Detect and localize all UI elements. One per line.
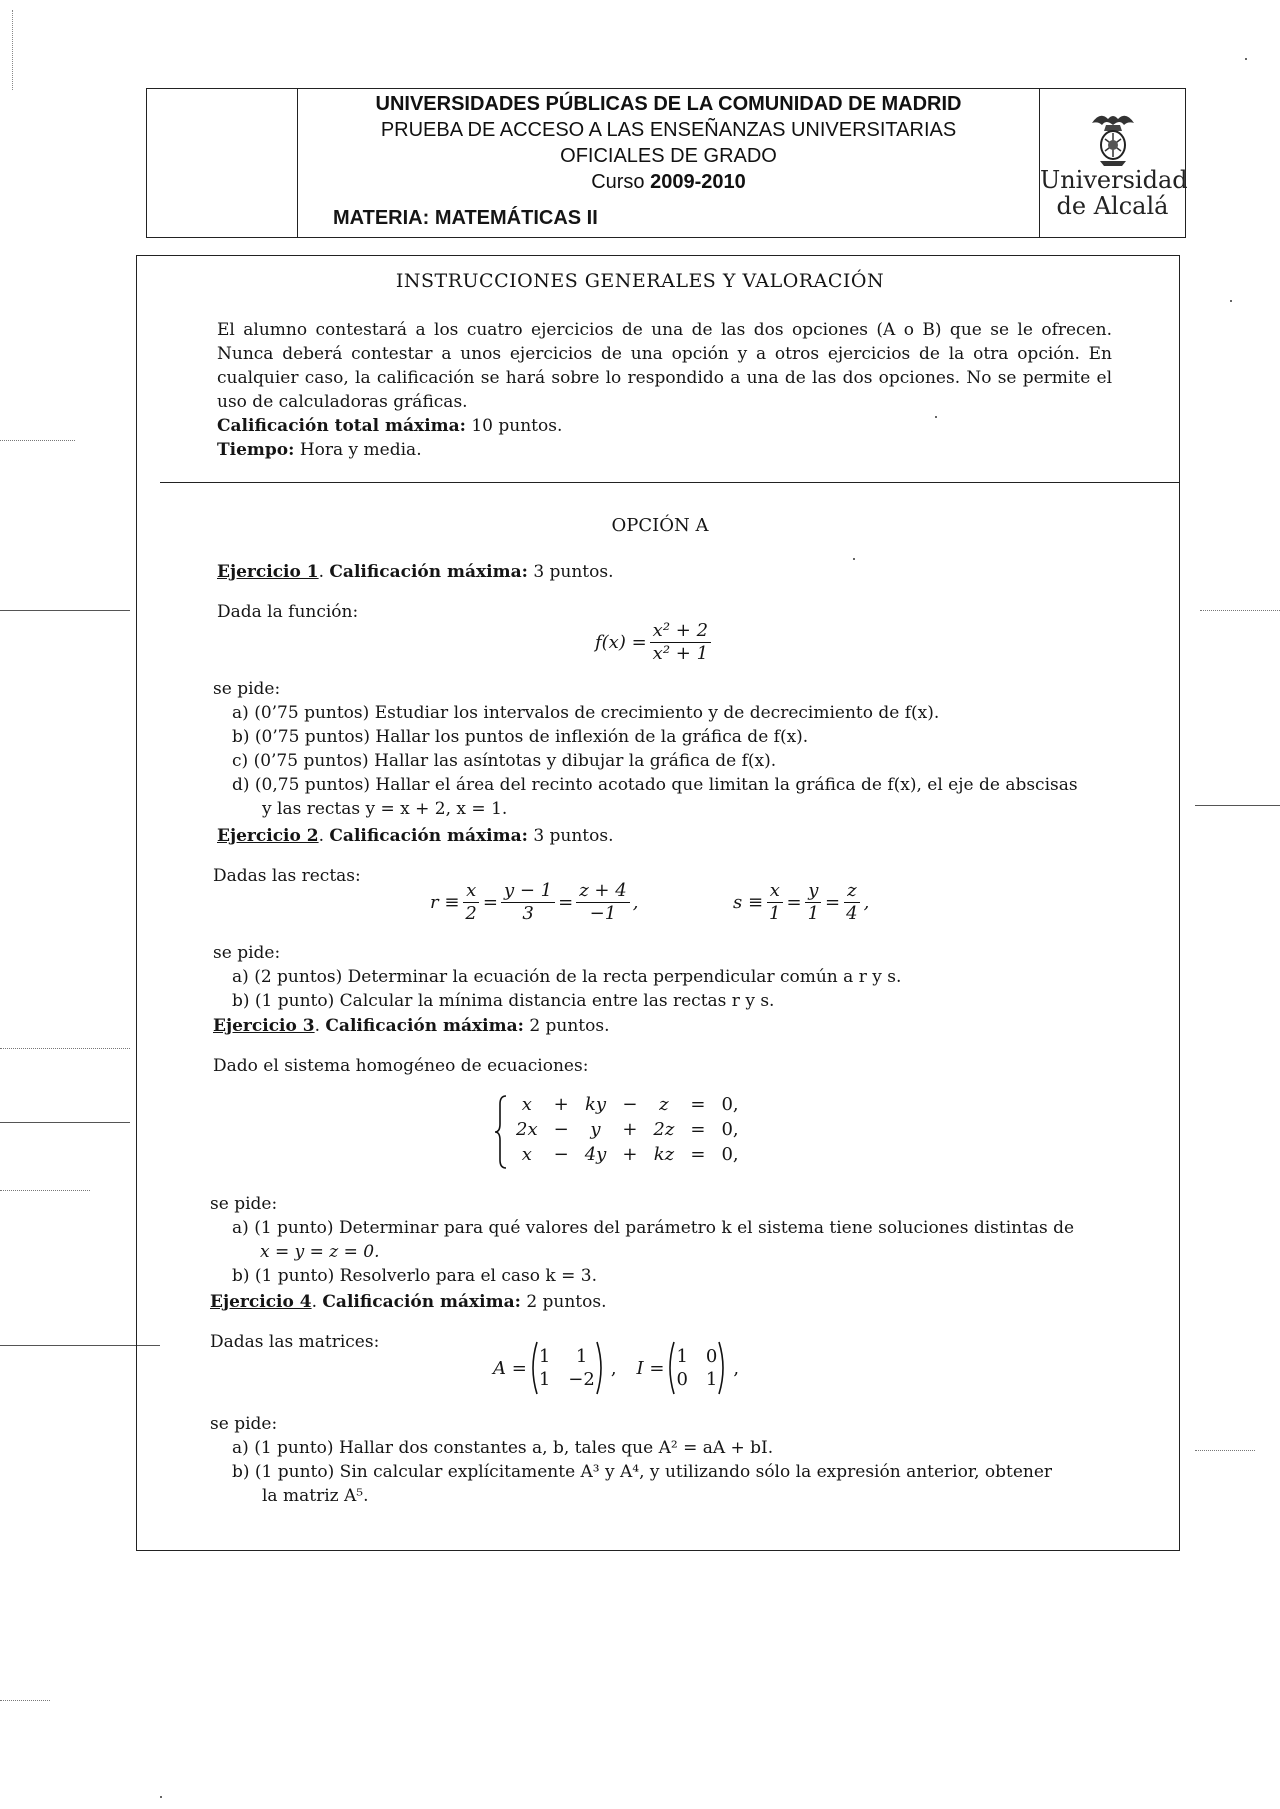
sys-cell: ky — [584, 1094, 607, 1115]
header-center-cell — [297, 89, 1040, 237]
s-frac-1 — [766, 880, 783, 925]
curso-label: Curso — [591, 171, 645, 193]
scan-artifact — [0, 1190, 90, 1191]
item-text: Resolverlo para el caso k = 3. — [339, 1266, 597, 1286]
frac-num: y − 1 — [501, 880, 555, 903]
scan-speck — [1245, 58, 1247, 60]
scan-speck — [160, 1796, 162, 1798]
tiempo-label: Tiempo: — [217, 440, 295, 460]
exercise-2-name: Ejercicio 2 — [217, 826, 319, 846]
instructions-paragraph: El alumno contestará a los cuatro ejercicios de una de las dos opciones (A o B) que se le ofrecen. Nunca deberá contestar a unos ejercicios de una opción y a otros ejercicios de la otra opción. En cualquier caso, la calificación se hará sobre lo respondido a una de las dos opciones. No se permite el uso de calculadoras gráficas. — [217, 320, 1112, 412]
left-paren-icon — [527, 1340, 539, 1396]
scan-artifact — [0, 1122, 130, 1123]
sys-cell: 4y — [584, 1144, 607, 1165]
option-title — [0, 515, 1280, 536]
item-text: Hallar el área del recinto acotado que limitan la gráfica de f(x), el eje de abscisas — [375, 775, 1078, 795]
sys-cell: = — [690, 1119, 706, 1140]
header-left-cell — [147, 89, 298, 237]
exercise-4-name: Ejercicio 4 — [210, 1292, 312, 1312]
formula-numerator: x² + 2 — [650, 620, 711, 643]
exercise-2-se-pide: se pide: — [213, 943, 281, 963]
exercise-4-item-b-cont: la matriz A⁵. — [262, 1486, 369, 1506]
item-label: b) — [232, 1462, 250, 1482]
item-label: a) — [232, 703, 249, 723]
item-text: Calcular la mínima distancia entre las rectas r y s. — [339, 991, 775, 1011]
exercise-1-calif-value: 3 puntos. — [533, 562, 614, 582]
instructions-divider — [160, 482, 1180, 483]
matrix-entry: −2 — [568, 1369, 595, 1390]
exercise-4-intro: Dadas las matrices: — [210, 1332, 380, 1352]
sys-cell: − — [622, 1094, 638, 1115]
equation-system — [508, 1092, 747, 1167]
exercise-4-heading: Ejercicio 4. Calificación máxima: 2 puntos. — [210, 1292, 607, 1312]
frac-num: z — [844, 880, 859, 903]
header-line-1: UNIVERSIDADES PÚBLICAS DE LA COMUNIDAD DE MADRID — [375, 93, 962, 115]
item-label: b) — [232, 1266, 250, 1286]
sys-cell: − — [553, 1144, 569, 1165]
exercise-1-item-d — [232, 773, 1112, 797]
scan-artifact — [0, 1700, 50, 1701]
system-brace — [494, 1094, 508, 1170]
exercise-1-calif-label: Calificación máxima: — [329, 562, 528, 582]
item-points: (1 punto) — [254, 991, 335, 1011]
header-box — [146, 88, 1186, 238]
item-label: a) — [232, 967, 249, 987]
s-label: s ≡ — [733, 892, 764, 913]
scan-artifact — [0, 1048, 130, 1049]
system-row — [508, 1142, 747, 1167]
system-row — [508, 1117, 747, 1142]
instructions-title: INSTRUCCIONES GENERALES Y VALORACIÓN — [395, 270, 885, 292]
frac-den: 3 — [522, 903, 534, 924]
scan-artifact — [1195, 805, 1280, 806]
exercise-1-item-d-cont: y las rectas y = x + 2, x = 1. — [262, 799, 508, 819]
exercise-2-calif-value: 3 puntos. — [533, 826, 614, 846]
matrix-entry: 0 — [676, 1369, 688, 1390]
sys-cell: + — [553, 1094, 569, 1115]
frac-den: 4 — [846, 903, 858, 924]
item-points: (1 punto) — [254, 1218, 334, 1238]
matrix-A-label: A = — [493, 1357, 527, 1379]
exercise-3-se-pide: se pide: — [210, 1194, 278, 1214]
sys-cell: 2x — [516, 1119, 538, 1140]
tiempo-value: Hora y media. — [299, 440, 422, 460]
exercise-4-item-b — [232, 1460, 1112, 1484]
calificacion-total — [217, 414, 1112, 438]
university-crest-icon — [1078, 109, 1148, 167]
exercise-3-intro: Dado el sistema homogéneo de ecuaciones: — [213, 1056, 589, 1076]
sys-cell: = — [690, 1094, 706, 1115]
r-frac-1 — [462, 880, 479, 925]
logo-text-line-1: Universidad — [1040, 166, 1188, 194]
item-text: Estudiar los intervalos de crecimiento y de decrecimiento de f(x). — [374, 703, 940, 723]
tiempo — [217, 438, 1112, 462]
exercise-4-calif-value: 2 puntos. — [526, 1292, 607, 1312]
item-points: (1 punto) — [254, 1266, 335, 1286]
materia-title: MATERIA: MATEMÁTICAS II — [333, 207, 598, 229]
sys-cell: 0, — [721, 1094, 739, 1115]
exercise-1-item-a — [232, 701, 939, 725]
item-points: (0’75 puntos) — [254, 703, 370, 723]
frac-den: −1 — [589, 903, 617, 924]
item-points: (0,75 puntos) — [254, 775, 371, 795]
exercise-2-item-a — [232, 965, 901, 989]
matrix-A-entries — [539, 1346, 595, 1390]
exercise-3-item-a-cont: x = y = z = 0. — [260, 1242, 380, 1262]
item-text: Hallar dos constantes a, b, tales que A² = aA + bI. — [338, 1438, 774, 1458]
exercise-3-heading: Ejercicio 3. Calificación máxima: 2 puntos. — [213, 1016, 610, 1036]
instructions-body — [217, 318, 1112, 462]
exercise-3-name: Ejercicio 3 — [213, 1016, 315, 1036]
scan-artifact — [12, 10, 13, 90]
item-label: b) — [232, 727, 250, 747]
sys-cell: + — [622, 1119, 638, 1140]
exercise-1-item-c — [232, 749, 776, 773]
item-points: (2 puntos) — [254, 967, 343, 987]
exercise-4-calif-label: Calificación máxima: — [322, 1292, 521, 1312]
exercise-4-se-pide: se pide: — [210, 1414, 278, 1434]
r-frac-2 — [501, 880, 555, 925]
logo-text-line-2: de Alcalá — [1056, 192, 1169, 220]
exercise-2-calif-label: Calificación máxima: — [329, 826, 528, 846]
system-table — [508, 1092, 747, 1167]
frac-num: y — [805, 880, 821, 903]
exercise-1-formula — [595, 620, 714, 665]
system-row — [508, 1092, 747, 1117]
header-curso — [297, 171, 1040, 194]
matrix-entry: 0 — [705, 1346, 718, 1367]
sys-cell: = — [690, 1144, 706, 1165]
frac-den: 1 — [769, 903, 781, 924]
header-line-3: OFICIALES DE GRADO — [560, 145, 777, 167]
scan-artifact — [0, 440, 75, 441]
sys-cell: kz — [653, 1144, 675, 1165]
exercise-1-se-pide: se pide: — [213, 679, 281, 699]
matrix-entry: 1 — [676, 1346, 688, 1367]
item-text: Hallar las asíntotas y dibujar la gráfica de f(x). — [374, 751, 777, 771]
left-paren-icon — [664, 1340, 676, 1396]
exercise-4-item-a — [232, 1436, 773, 1460]
calif-total-value: 10 puntos. — [471, 416, 563, 436]
item-text: Sin calcular explícitamente A³ y A⁴, y utilizando sólo la expresión anterior, obtener — [339, 1462, 1053, 1482]
sys-cell: x — [521, 1144, 532, 1165]
item-text: Determinar la ecuación de la recta perpendicular común a r y s. — [347, 967, 902, 987]
matrix-A — [527, 1340, 607, 1396]
sys-cell: y — [590, 1119, 601, 1140]
frac-den: 2 — [465, 903, 477, 924]
sys-cell: z — [659, 1094, 669, 1115]
header-right-cell — [1039, 89, 1188, 237]
frac-num: x — [767, 880, 783, 903]
exercise-1-item-b — [232, 725, 808, 749]
scan-artifact — [1195, 1450, 1255, 1451]
frac-num: z + 4 — [576, 880, 629, 903]
item-label: a) — [232, 1438, 249, 1458]
matrices-equation: A = 1 1 1 −2 , I = 1 0 0 1 , — [493, 1340, 739, 1396]
exercise-3-calif-value: 2 puntos. — [529, 1016, 610, 1036]
sys-cell: − — [553, 1119, 569, 1140]
exercise-3-calif-label: Calificación máxima: — [325, 1016, 524, 1036]
item-points: (0’75 puntos) — [254, 727, 371, 747]
exercise-2-item-b — [232, 989, 774, 1013]
right-paren-icon — [595, 1340, 607, 1396]
sys-cell: 0, — [721, 1119, 739, 1140]
curso-value: 2009-2010 — [650, 171, 746, 193]
item-points: (0’75 puntos) — [253, 751, 369, 771]
item-text: Hallar los puntos de inflexión de la gráfica de f(x). — [375, 727, 809, 747]
calif-total-label: Calificación total máxima: — [217, 416, 466, 436]
matrix-I — [664, 1340, 729, 1396]
header-line-2: PRUEBA DE ACCESO A LAS ENSEÑANZAS UNIVERSITARIAS — [380, 119, 957, 141]
sys-cell: x — [521, 1094, 532, 1115]
exercise-2-intro: Dadas las rectas: — [213, 866, 361, 886]
line-r-equation: r ≡ $\frac{x}{2}$ = $\frac{y - 1}{3}$ = $\frac{z + 4}{-1}$ , — [430, 880, 639, 924]
r-label: r ≡ — [430, 892, 460, 913]
right-paren-icon — [717, 1340, 729, 1396]
r-frac-3 — [576, 880, 629, 925]
scan-artifact — [0, 610, 130, 611]
matrix-I-label: I = — [636, 1357, 665, 1379]
formula-lhs: f(x) = — [595, 632, 647, 653]
item-label: d) — [232, 775, 250, 795]
matrix-entry: 1 — [705, 1369, 718, 1390]
exercise-3-item-b — [232, 1264, 597, 1288]
formula-denominator: x² + 1 — [652, 643, 709, 664]
line-s-equation: s ≡ $\frac{x}{1}$ = $\frac{y}{1}$ = $\frac{z}{4}$ , — [733, 880, 870, 924]
item-points: (1 punto) — [254, 1438, 334, 1458]
matrix-entry: 1 — [575, 1346, 588, 1367]
sys-cell: 2z — [653, 1119, 675, 1140]
option-title-text: OPCIÓN A — [611, 515, 709, 536]
university-logo — [1040, 109, 1188, 220]
frac-den: 1 — [807, 903, 820, 924]
item-points: (1 punto) — [254, 1462, 335, 1482]
item-label: b) — [232, 991, 250, 1011]
frac-num: x — [463, 880, 479, 903]
sys-cell: 0, — [721, 1144, 739, 1165]
exercise-1-heading: Ejercicio 1. Calificación máxima: 3 puntos. — [217, 562, 614, 582]
formula-fraction — [650, 620, 711, 665]
exercise-1-intro: Dada la función: — [217, 602, 359, 622]
scan-artifact — [1200, 610, 1280, 611]
matrix-entry: 1 — [538, 1369, 551, 1390]
exercise-1-name: Ejercicio 1 — [217, 562, 319, 582]
item-label: c) — [232, 751, 249, 771]
s-frac-2 — [805, 880, 822, 925]
sys-cell: + — [622, 1144, 638, 1165]
s-frac-3 — [843, 880, 860, 925]
item-label: a) — [232, 1218, 249, 1238]
item-text: Determinar para qué valores del parámetro k el sistema tiene soluciones distintas de — [338, 1218, 1075, 1238]
matrix-I-entries — [676, 1346, 717, 1390]
matrix-entry: 1 — [538, 1346, 551, 1367]
exercise-3-item-a — [232, 1216, 1112, 1240]
scan-speck — [1230, 300, 1232, 302]
exercise-2-heading: Ejercicio 2. Calificación máxima: 3 puntos. — [217, 826, 614, 846]
